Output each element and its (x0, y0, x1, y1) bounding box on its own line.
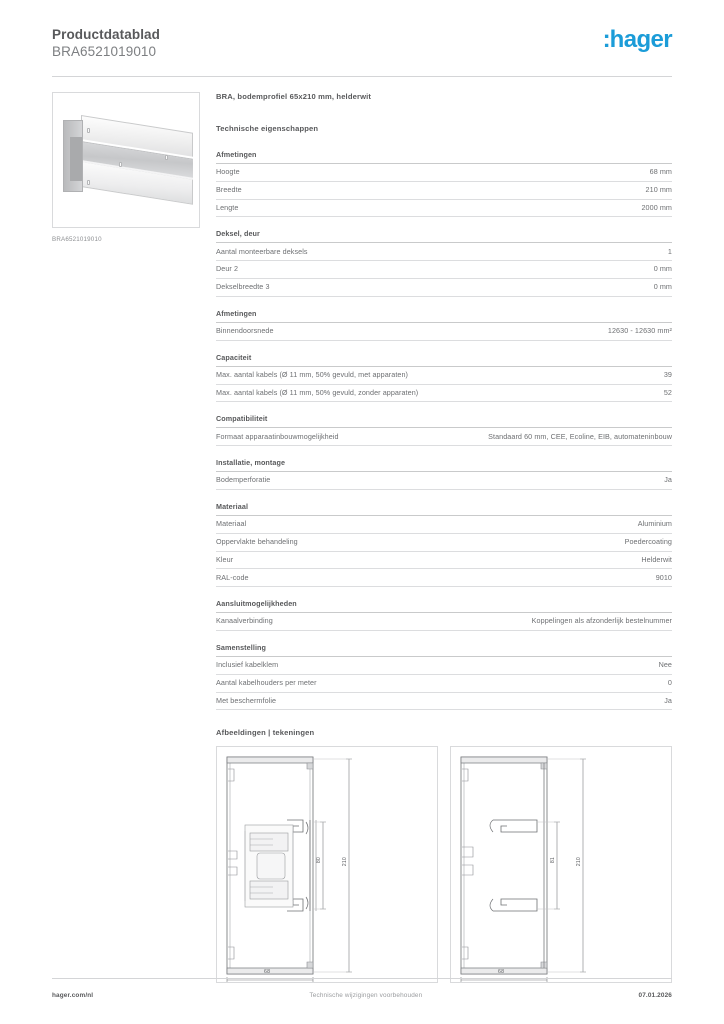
spec-row-label: Aantal monteerbare deksels (216, 246, 308, 256)
spec-group-title: Afmetingen (216, 309, 672, 323)
tech-specs-heading: Technische eigenschappen (216, 124, 319, 133)
footer-website-link[interactable]: hager.com/nl (52, 992, 94, 999)
drawing-1-dim-width: 68 (264, 969, 271, 976)
drawing-2-dim-inner: 81 (550, 857, 556, 864)
trunking-perforation (87, 128, 90, 133)
spec-row-value: Koppelingen als afzonderlijk bestelnummer (531, 616, 672, 626)
spec-row-value: 210 mm (645, 185, 672, 194)
footer-disclaimer: Technische wijzigingen voorbehouden (309, 992, 423, 999)
drawing-1-dim-inner: 80 (316, 857, 322, 864)
spec-row (216, 200, 672, 218)
title-block (52, 26, 160, 61)
spec-row (216, 261, 672, 279)
drawing-1-dim-total: 210 (342, 857, 348, 867)
drawings-heading: Afbeeldingen | tekeningen (216, 728, 315, 738)
spec-row (216, 323, 672, 341)
spec-row-label: Kanaalverbinding (216, 616, 273, 626)
technical-drawing-2 (450, 746, 672, 983)
spec-row-value: Aluminium (637, 519, 672, 529)
spec-row (216, 693, 672, 711)
spec-row-value: 2000 mm (641, 202, 672, 212)
spec-group (216, 458, 672, 490)
spec-group (216, 643, 672, 710)
spec-row (216, 569, 672, 587)
technical-drawing-1 (216, 746, 438, 983)
spec-row-value: 0 mm (653, 264, 672, 274)
product-reference: BRA6521019010 (52, 44, 157, 60)
spec-group-title: Deksel, deur (216, 229, 672, 243)
spec-row-value: 52 (663, 387, 672, 397)
header-divider (52, 76, 672, 77)
spec-row-value: 0 (667, 678, 672, 687)
spec-row-value: 39 (663, 369, 672, 379)
product-image-caption: BRA6521019010 (52, 236, 102, 243)
spec-row-label: Formaat apparaatinbouwmogelijkheid (216, 431, 339, 441)
spec-row (216, 428, 672, 446)
spec-row (216, 657, 672, 675)
spec-row-label: Lengte (216, 202, 239, 212)
spec-row (216, 367, 672, 385)
spec-group (216, 599, 672, 631)
spec-row-label: Binnendoorsnede (216, 326, 274, 336)
spec-row-value: Ja (664, 475, 672, 485)
spec-group-title: Installatie, montage (216, 458, 672, 472)
spec-row (216, 472, 672, 490)
spec-row-label: Aantal kabelhouders per meter (216, 678, 317, 687)
spec-row-value: 68 mm (649, 167, 672, 177)
spec-group (216, 229, 672, 296)
spec-row (216, 675, 672, 693)
spec-group (216, 414, 672, 446)
spec-row-value: 12630 - 12630 mm² (607, 326, 672, 336)
spec-row-label: Breedte (216, 185, 242, 194)
spec-group-title: Compatibiliteit (216, 414, 672, 428)
spec-row-label: Hoogte (216, 167, 240, 177)
spec-row (216, 385, 672, 403)
spec-row-label: Met beschermfolie (216, 695, 277, 705)
drawing-1-svg (217, 747, 438, 983)
spec-row-label: Max. aantal kabels (Ø 11 mm, 50% gevuld, zonder apparaten) (216, 387, 419, 397)
page-title: Productdatablad (52, 27, 161, 42)
spec-row (216, 534, 672, 552)
spec-row-value: 1 (667, 246, 672, 256)
page-footer (52, 992, 672, 999)
logo-colon-icon: : (602, 26, 610, 53)
drawings-row (216, 746, 672, 983)
spec-row-label: Oppervlakte behandeling (216, 536, 298, 546)
spec-group (216, 502, 672, 587)
spec-row-value: 0 mm (653, 282, 672, 292)
spec-groups (216, 150, 672, 710)
spec-group-title: Capaciteit (216, 353, 672, 367)
product-name: BRA, bodemprofiel 65x210 mm, helderwit (216, 92, 372, 101)
spec-row-value: Standaard 60 mm, CEE, Ecoline, EIB, automateninbouw (488, 431, 672, 441)
spec-row-label: Materiaal (216, 519, 247, 529)
spec-group-title: Afmetingen (216, 150, 672, 164)
product-figure (52, 92, 200, 243)
trunking-perforation (165, 155, 168, 160)
drawing-2-dim-total: 210 (576, 857, 582, 867)
footer-divider (52, 978, 672, 979)
spec-group (216, 309, 672, 341)
hager-logo (603, 28, 672, 52)
spec-row-value: Poedercoating (624, 536, 672, 546)
spec-row-label: Dekselbreedte 3 (216, 282, 270, 292)
spec-row-label: Kleur (216, 554, 234, 564)
trunking-end-face (63, 120, 83, 192)
spec-row (216, 516, 672, 534)
footer-date: 07.01.2026 (638, 992, 672, 999)
trunking-end-cavity (70, 137, 82, 181)
spec-row-label: Deur 2 (216, 264, 239, 274)
logo-wordmark: hager (609, 26, 672, 53)
spec-row-value: Ja (664, 695, 672, 705)
spec-row (216, 182, 672, 200)
drawing-2-dim-width: 68 (498, 969, 505, 976)
trunking-illustration (61, 115, 193, 209)
page-header (52, 26, 672, 61)
spec-row-label: RAL-code (216, 572, 249, 582)
spec-group (216, 353, 672, 403)
spec-row-value: 9010 (655, 572, 672, 582)
spec-row-label: Max. aantal kabels (Ø 11 mm, 50% gevuld, met apparaten) (216, 369, 409, 379)
spec-group (216, 150, 672, 217)
spec-row-value: Helderwit (641, 554, 672, 564)
spec-row-label: Inclusief kabelklem (216, 660, 279, 670)
spec-group-title: Samenstelling (216, 643, 672, 657)
spec-row (216, 243, 672, 261)
spec-row-value: Nee (658, 660, 672, 670)
spec-row (216, 164, 672, 182)
drawing-2-svg (451, 747, 672, 983)
content-column (216, 92, 672, 983)
trunking-perforation (119, 162, 122, 167)
spec-group-title: Aansluitmogelijkheden (216, 599, 672, 613)
trunking-perforation (87, 180, 90, 185)
spec-group-title: Materiaal (216, 502, 672, 516)
product-image (52, 92, 200, 228)
spec-row (216, 279, 672, 297)
spec-row (216, 613, 672, 631)
spec-row (216, 552, 672, 570)
spec-row-label: Bodemperforatie (216, 475, 271, 485)
